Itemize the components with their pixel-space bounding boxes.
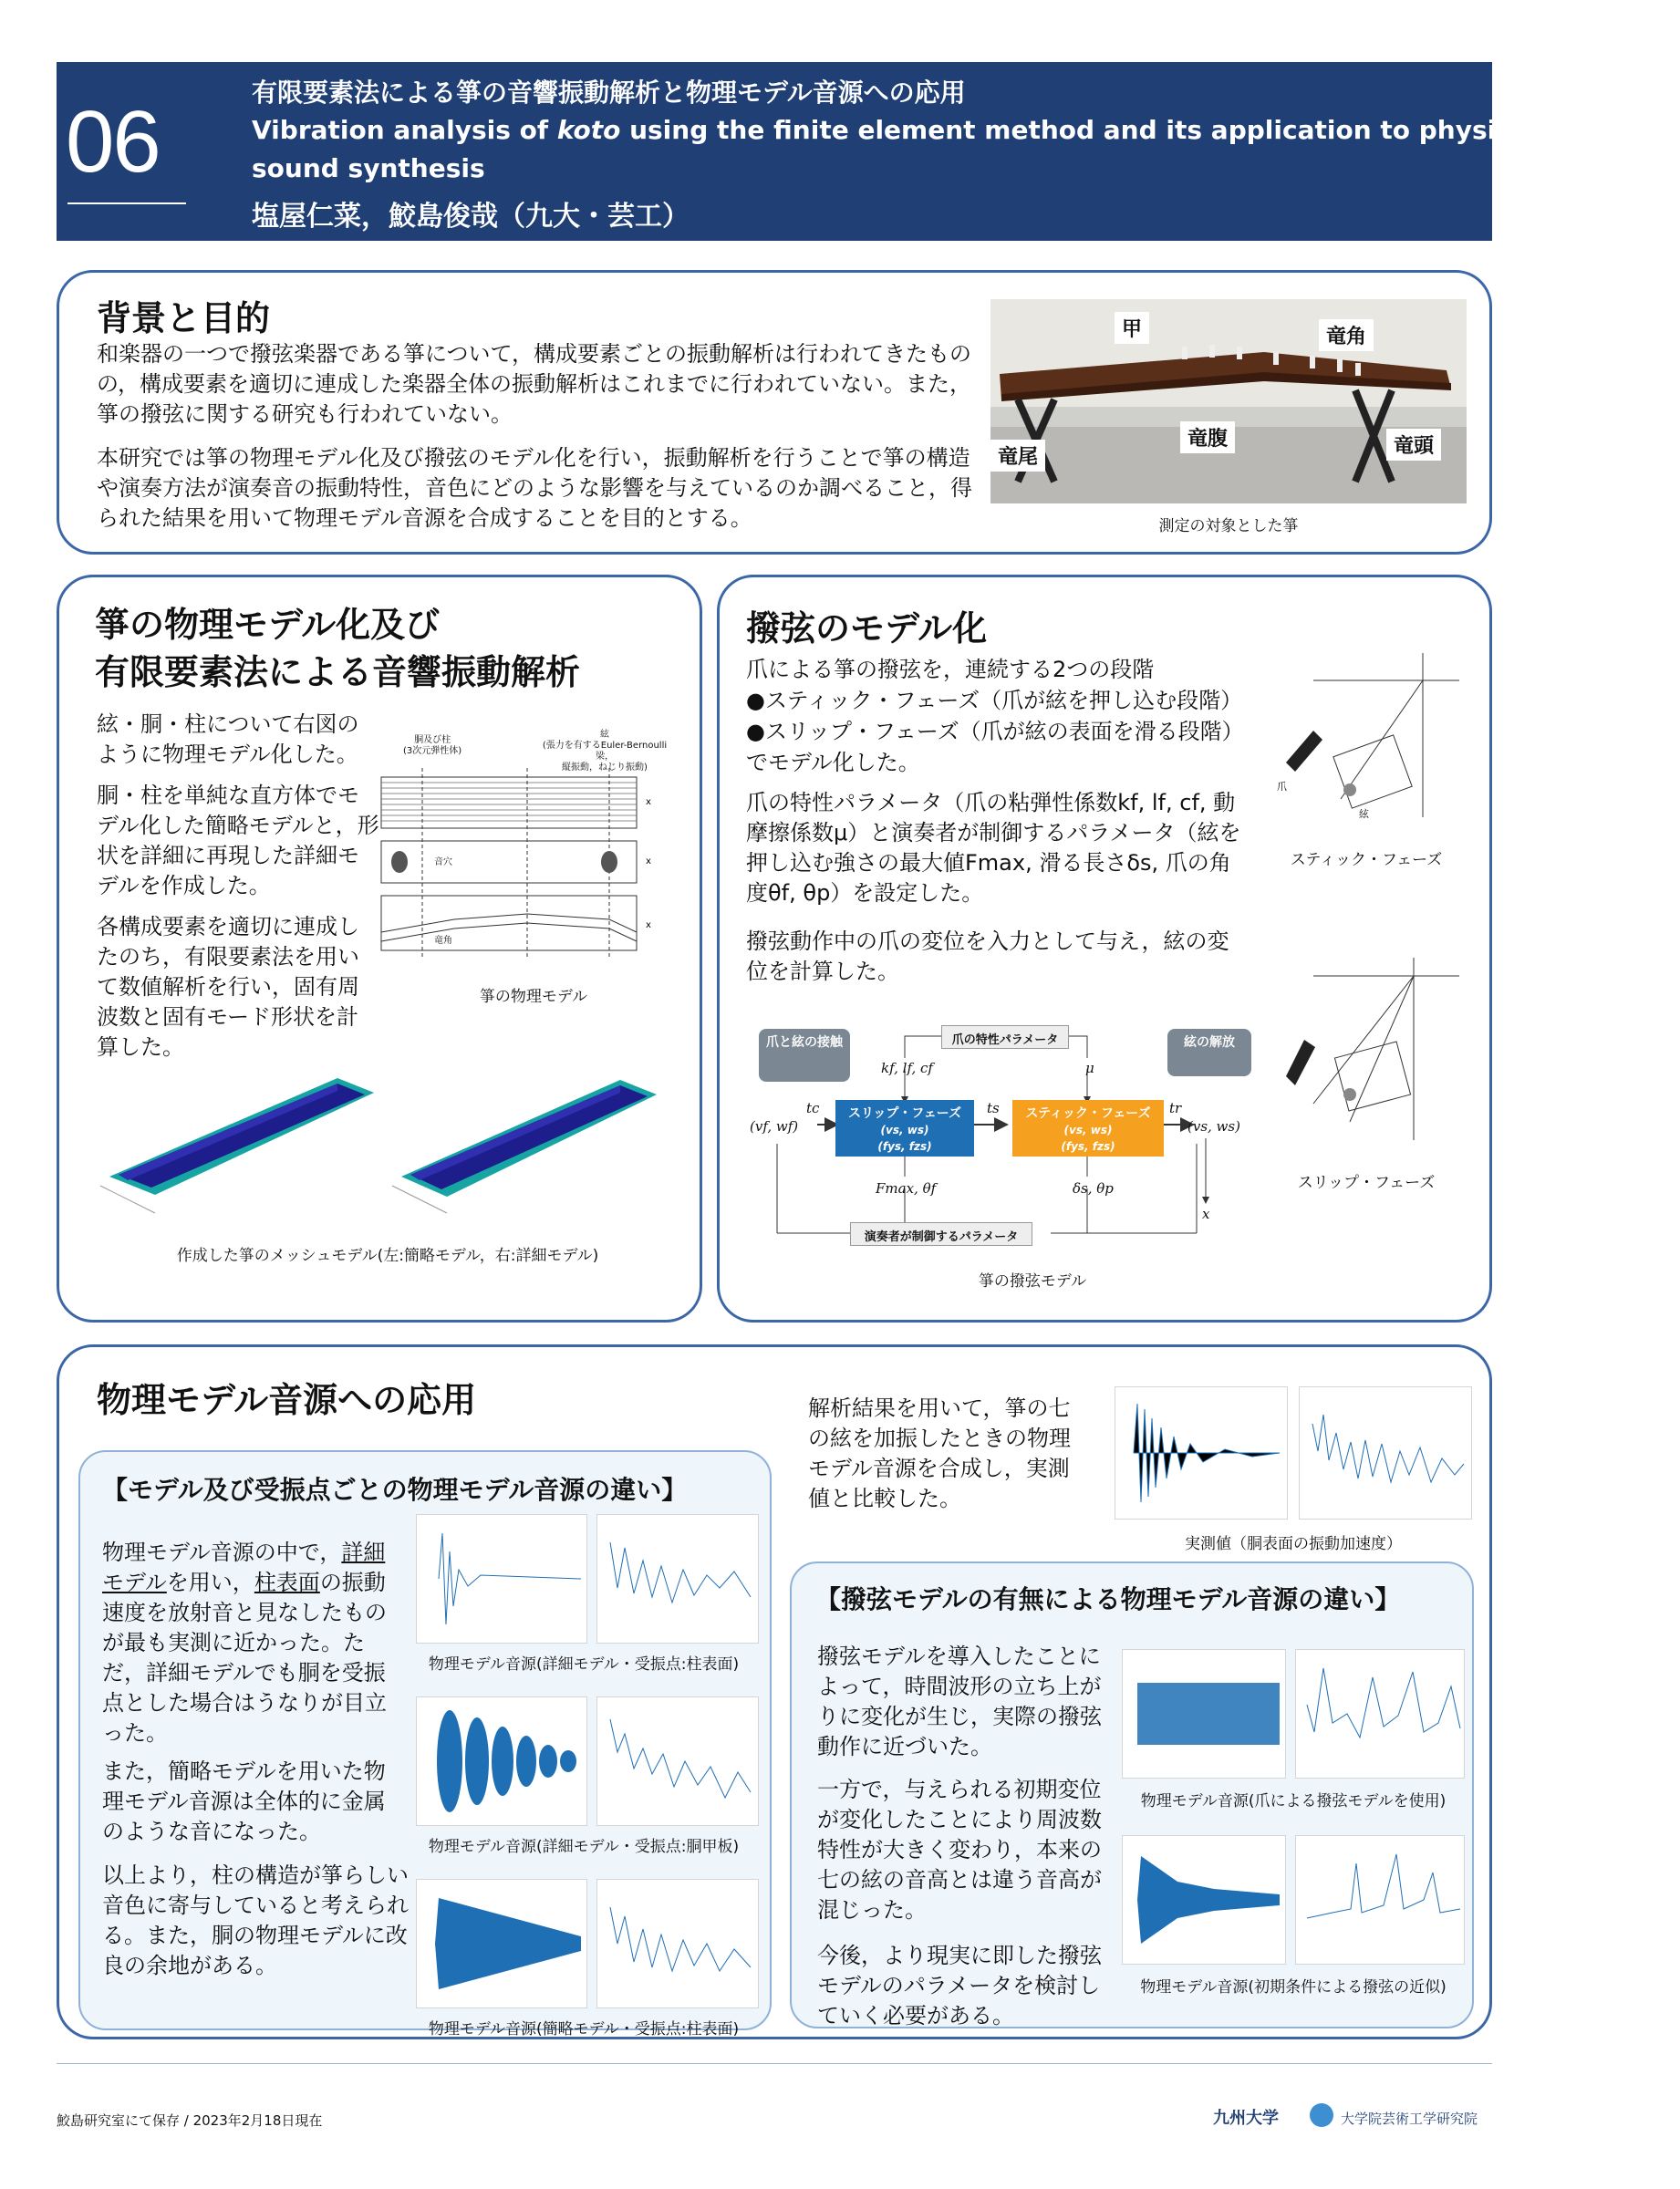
fig-label-ryukaku: 竜角	[434, 936, 452, 946]
physical-title-2: 有限要素法による音響振動解析	[95, 652, 581, 692]
sub1-p3: 以上より，柱の構造が箏らしい音色に寄与していると考えられる。また，胴の物理モデルに改良の余地がある。	[102, 1862, 409, 1978]
sub2-p1: 撥弦モデルを導入したことによって，時間波形の立ち上がりに変化が生じ，実際の撥弦動作に近づいた。	[817, 1644, 1102, 1759]
sub1-spec2	[596, 1696, 759, 1826]
physical-p2: 胴・柱を単純な直方体でモデル化した簡略モデルと，形状を詳細に再現した詳細モデルを作成した。	[97, 783, 379, 898]
sub1-wave1	[416, 1514, 587, 1644]
footer-note: 鮫島研究室にて保存 / 2023年2月18日現在	[57, 2112, 323, 2129]
sub1-p2: また，簡略モデルを用いた物理モデル音源は全体的に金属のような音になった。	[102, 1758, 386, 1844]
diagram-output: (vs, ws)	[1187, 1118, 1240, 1135]
stick-caption: スティック・フェーズ	[1290, 851, 1443, 869]
authors: 塩屋仁菜，鮫島俊哉（九大・芸工）	[252, 201, 690, 233]
application-title: 物理モデル音源への応用	[97, 1380, 477, 1420]
fig-label-string: 絃 (張力を有するEuler-Bernoulli梁， 縦振動，ねじり振動)	[542, 730, 668, 773]
sub2-spec2	[1295, 1835, 1465, 1965]
diagram-ts: ts	[987, 1100, 1000, 1116]
pluck-p1: 爪による箏の撥弦を，連続する2つの段階	[746, 657, 1155, 682]
mesh-caption: 作成した箏のメッシュモデル(左:簡略モデル，右:詳細モデル)	[176, 1247, 599, 1265]
sub1-title: 【モデル及び受振点ごとの物理モデル音源の違い】	[102, 1475, 688, 1505]
release-box: 絃の解放	[1167, 1029, 1251, 1076]
nail-params-box: 爪の特性パラメータ	[941, 1025, 1069, 1049]
photo-caption: 測定の対象とした箏	[1158, 517, 1299, 535]
photo-label-ryukaku: 竜角	[1319, 319, 1374, 351]
pluck-b1: ●スティック・フェーズ（爪が絃を押し込む段階）	[746, 688, 1243, 713]
physical-model-figure	[381, 741, 686, 965]
fig-label-body: 胴及び柱 (3次元弾性体)	[403, 735, 462, 756]
photo-label-kou: 甲	[1115, 312, 1149, 344]
background-title: 背景と目的	[97, 298, 271, 338]
mesh-model-figure	[91, 1067, 684, 1222]
title-en-line1: Vibration analysis of koto using the finite element method and its application to physical modeling	[252, 115, 1680, 145]
physical-title-1: 箏の物理モデル化及び	[95, 605, 441, 645]
footer-school: 大学院芸術工学研究院	[1341, 2111, 1478, 2127]
physical-p3: 各構成要素を適切に連成したのち，有限要素法を用いて数値解析を行い，固有周波数と固有モード形状を計算した。	[97, 914, 359, 1060]
sub2-cap1: 物理モデル音源(爪による撥弦モデルを使用)	[1140, 1792, 1447, 1810]
sub2-cap2: 物理モデル音源(初期条件による撥弦の近似)	[1140, 1978, 1447, 1997]
pluck-b2: ●スリップ・フェーズ（爪が絃の表面を滑る段階）	[746, 719, 1244, 744]
diagram-tc: tc	[806, 1100, 820, 1116]
pluck-p1b: でモデル化した。	[746, 750, 920, 775]
footer-university: 九州大学	[1213, 2109, 1279, 2128]
contact-box: 爪と絃の接触	[759, 1029, 850, 1082]
sub2-p2: 一方で，与えられる初期変位が変化したことにより周波数特性が大きく変わり，本来の七の絃の音高とは違う音高が混じった。	[817, 1777, 1102, 1923]
stick-string-label: 絃	[1359, 808, 1369, 820]
measured-spectrum-plot	[1299, 1386, 1472, 1520]
player-params-box: 演奏者が制御するパラメータ	[850, 1222, 1032, 1246]
diagram-x: x	[1202, 1206, 1210, 1222]
slip-phase-box: スリップ・フェーズ (vs, ws) (fys, fzs)	[835, 1100, 974, 1157]
university-logo-icon	[1310, 2103, 1333, 2127]
application-intro: 解析結果を用いて，箏の七の絃を加振したときの物理モデル音源を合成し，実測値と比較した。	[808, 1395, 1071, 1511]
diagram-mu: μ	[1085, 1060, 1094, 1076]
sub1-cap3: 物理モデル音源(簡略モデル・受振点:柱表面)	[428, 2020, 740, 2039]
stick-phase-figure	[1259, 644, 1474, 826]
sub1-spec1	[596, 1514, 759, 1644]
sub1-cap1: 物理モデル音源(詳細モデル・受振点:柱表面)	[428, 1655, 740, 1674]
pluck-p2: 爪の特性パラメータ（爪の粘弾性係数kf, lf, cf, 動摩擦係数μ）と演奏者が制御するパラメータ（絃を押し込む強さの最大値Fmax, 滑る長さδs, 爪の角度θf, θp）を設定した。	[746, 790, 1241, 906]
slip-caption: スリップ・フェーズ	[1297, 1174, 1436, 1192]
sub2-wave1	[1122, 1649, 1286, 1779]
sub1-cap2: 物理モデル音源(詳細モデル・受振点:胴甲板)	[428, 1838, 740, 1856]
background-p2: 本研究では箏の物理モデル化及び撥弦のモデル化を行い，振動解析を行うことで箏の構造や演奏方法が演奏音の振動特性，音色にどのような影響を与えているのか調べること，得られた結果を用いて物理モデル音源を合成することを目的とする。	[97, 445, 972, 531]
pluck-title: 撥弦のモデル化	[746, 608, 988, 648]
photo-label-ryubi: 竜尾	[990, 440, 1045, 472]
koto-photo	[990, 299, 1467, 503]
number-underline	[67, 202, 186, 204]
poster-number: 06	[66, 93, 160, 191]
footer-divider	[57, 2063, 1492, 2064]
photo-label-ryuto: 竜頭	[1386, 429, 1441, 461]
pluck-diagram-caption: 箏の撥弦モデル	[978, 1272, 1087, 1291]
svg-text:x: x	[646, 856, 651, 866]
physical-p1: 絃・胴・柱について右図のように物理モデル化した。	[97, 711, 359, 767]
stick-nail-label: 爪	[1277, 781, 1287, 793]
stick-phase-box: スティック・フェーズ (vs, ws) (fys, fzs)	[1012, 1100, 1164, 1157]
sub1-wave3	[416, 1879, 587, 2008]
fig-label-hole: 音穴	[434, 857, 452, 867]
sub2-p3: 今後，より現実に即した撥弦モデルのパラメータを検討していく必要がある。	[817, 1943, 1102, 2028]
measured-caption: 実測値（胴表面の振動加速度）	[1185, 1535, 1402, 1553]
diagram-tr: tr	[1169, 1100, 1182, 1116]
svg-text:x: x	[646, 920, 651, 930]
title-ja: 有限要素法による箏の音響振動解析と物理モデル音源への応用	[252, 78, 966, 108]
diagram-input: (vf, wf)	[750, 1118, 799, 1135]
photo-label-ryufuku: 竜腹	[1180, 421, 1235, 453]
slip-phase-figure	[1259, 949, 1474, 1149]
sub1-wave2	[416, 1696, 587, 1826]
svg-text:x: x	[646, 797, 651, 807]
sub2-title: 【撥弦モデルの有無による物理モデル音源の違い】	[815, 1584, 1401, 1614]
background-p1: 和楽器の一つで撥弦楽器である箏について，構成要素ごとの振動解析は行われてきたものの，構成要素を適切に連成した楽器全体の振動解析はこれまでに行われていない。また，箏の撥弦に関する研究も行われていない。	[97, 341, 972, 427]
diagram-kf: kf, lf, cf	[881, 1060, 933, 1076]
sub2-spec1	[1295, 1649, 1465, 1779]
sub2-wave2	[1122, 1835, 1286, 1965]
pluck-p3: 撥弦動作中の爪の変位を入力として与え，絃の変位を計算した。	[746, 929, 1229, 984]
sub1-p1: 物理モデル音源の中で，詳細モデルを用い，柱表面の振動速度を放射音と見なしたものが最も実測に近かった。ただ，詳細モデルでも胴を受振点とした場合はうなりが目立った。	[102, 1540, 387, 1746]
physical-fig-caption: 箏の物理モデル	[479, 988, 588, 1006]
sub1-spec3	[596, 1879, 759, 2008]
measured-waveform-plot	[1115, 1386, 1288, 1520]
title-en-line2: sound synthesis	[252, 153, 485, 183]
diagram-fmax: Fmax, θf	[876, 1180, 937, 1197]
diagram-delta: δs, θp	[1073, 1180, 1114, 1197]
